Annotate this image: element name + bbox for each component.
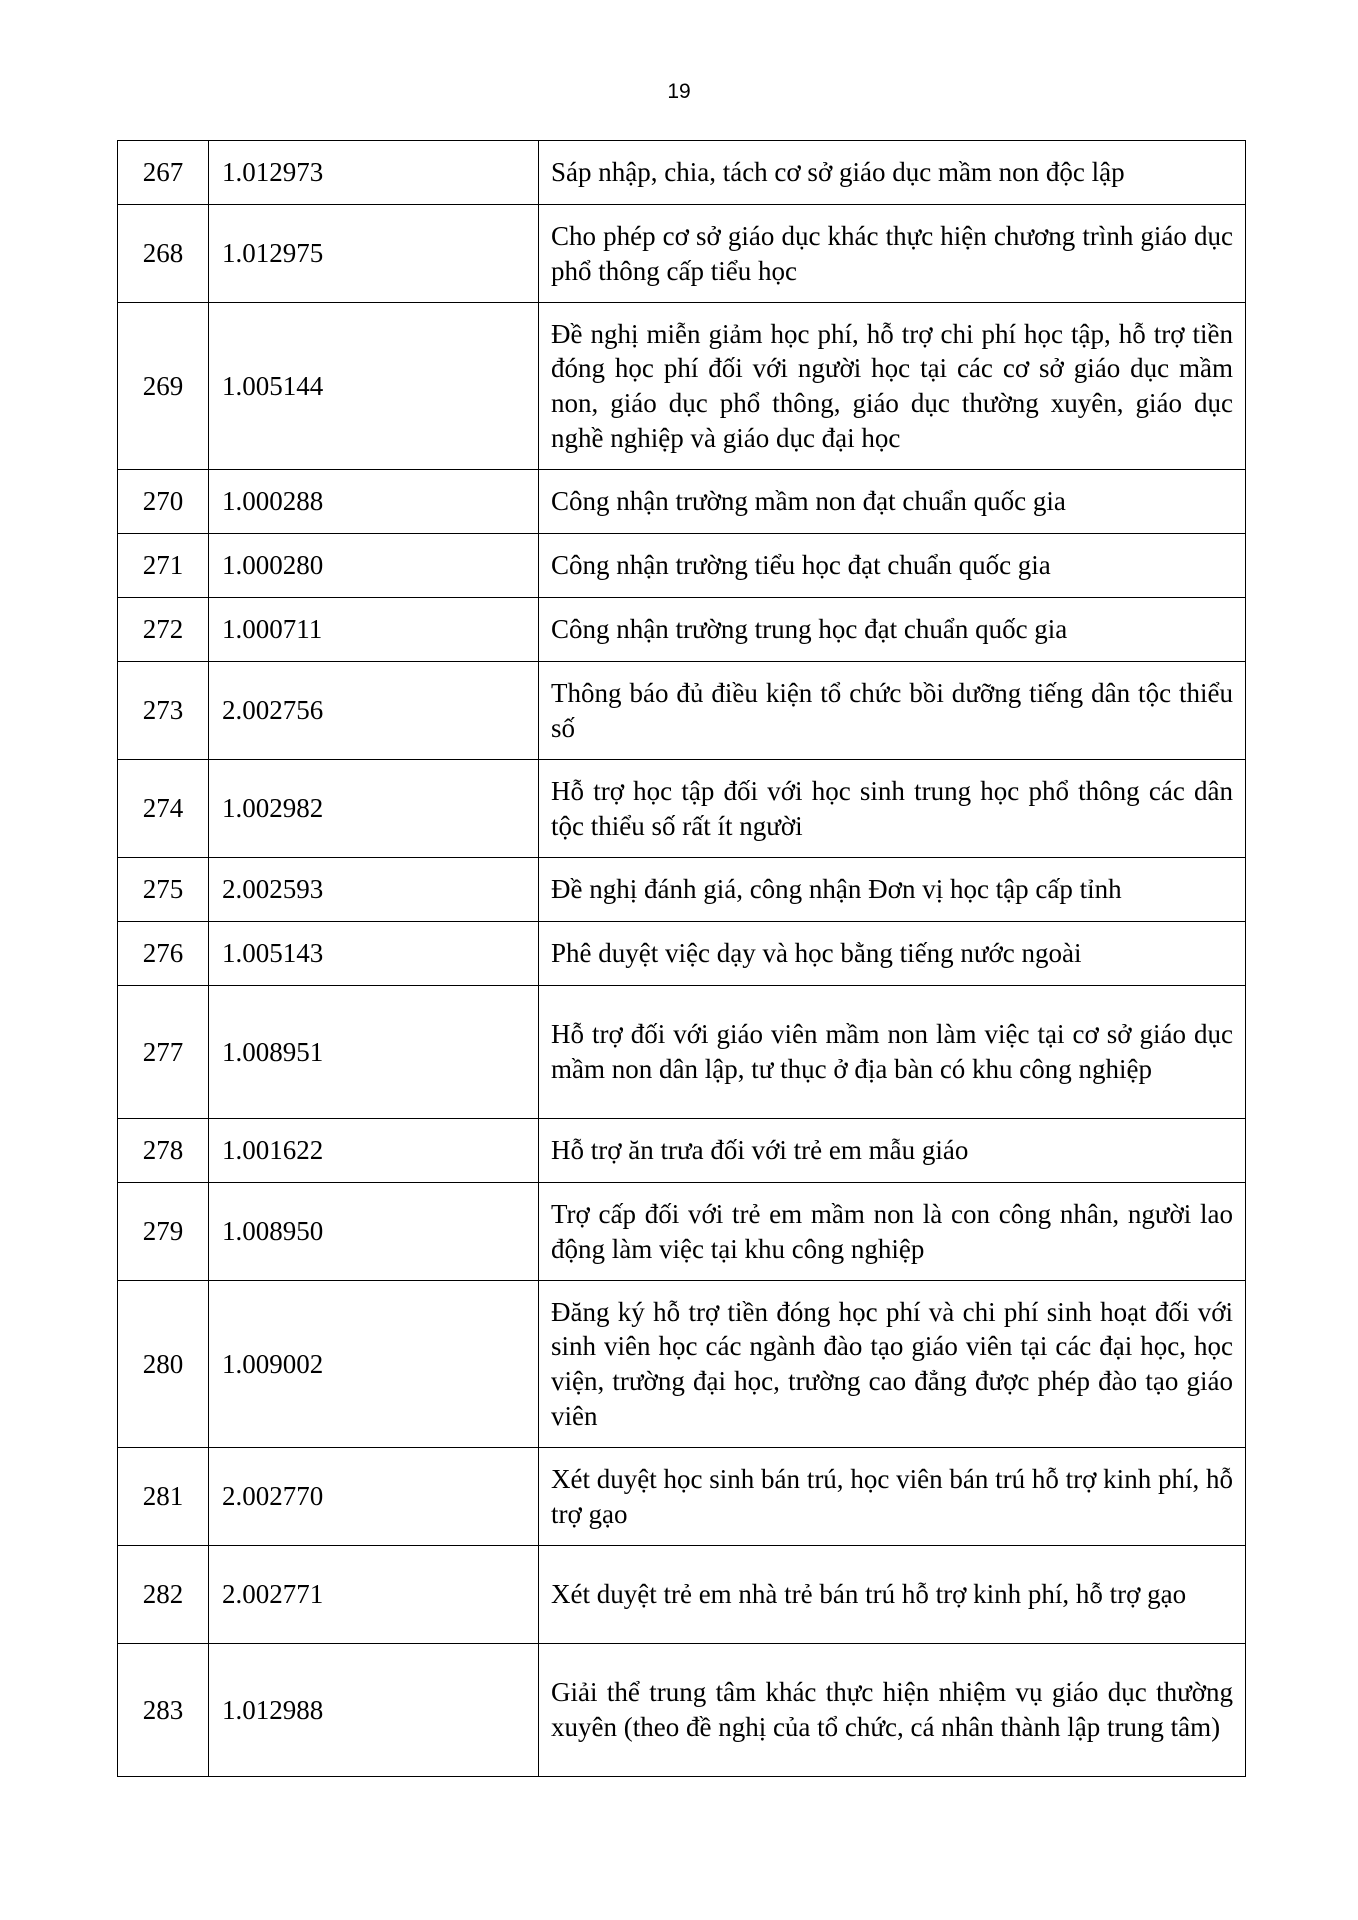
row-number: 268: [118, 205, 209, 303]
procedure-name: Xét duyệt học sinh bán trú, học viên bán trú hỗ trợ kinh phí, hỗ trợ gạo: [539, 1448, 1246, 1546]
procedure-code: 1.001622: [209, 1119, 539, 1183]
procedure-code: 2.002771: [209, 1546, 539, 1644]
row-number: 271: [118, 534, 209, 598]
row-number: 278: [118, 1119, 209, 1183]
table-row: [118, 470, 1246, 534]
row-number: 282: [118, 1546, 209, 1644]
table-row: [118, 662, 1246, 760]
row-number: 274: [118, 760, 209, 858]
row-number: 276: [118, 922, 209, 986]
procedure-name: Sáp nhập, chia, tách cơ sở giáo dục mầm non độc lập: [539, 141, 1246, 205]
procedure-code: 1.009002: [209, 1281, 539, 1448]
table-row: [118, 303, 1246, 470]
procedure-name: Công nhận trường trung học đạt chuẩn quốc gia: [539, 598, 1246, 662]
procedure-code: 1.012973: [209, 141, 539, 205]
procedure-code: 1.002982: [209, 760, 539, 858]
procedure-name: Hỗ trợ đối với giáo viên mầm non làm việc tại cơ sở giáo dục mầm non dân lập, tư thục ở địa bàn có khu công nghiệp: [539, 986, 1246, 1119]
table-row: [118, 922, 1246, 986]
row-number: 273: [118, 662, 209, 760]
procedure-name: Xét duyệt trẻ em nhà trẻ bán trú hỗ trợ kinh phí, hỗ trợ gạo: [539, 1546, 1246, 1644]
row-number: 277: [118, 986, 209, 1119]
procedure-name: Đề nghị miễn giảm học phí, hỗ trợ chi phí học tập, hỗ trợ tiền đóng học phí đối với người học tại các cơ sở giáo dục mầm non, giáo dục phổ thông, giáo dục thường xuyên, giáo dục nghề nghiệp và giáo dục đại học: [539, 303, 1246, 470]
row-number: 269: [118, 303, 209, 470]
table-row: [118, 760, 1246, 858]
procedure-name: Công nhận trường mầm non đạt chuẩn quốc gia: [539, 470, 1246, 534]
procedure-code: 2.002593: [209, 858, 539, 922]
table-row: [118, 1119, 1246, 1183]
table-row: [118, 141, 1246, 205]
procedure-code: 1.008950: [209, 1183, 539, 1281]
table-row: [118, 1281, 1246, 1448]
page-number: 19: [667, 80, 691, 103]
procedure-code: 1.012988: [209, 1644, 539, 1777]
procedure-table: [117, 140, 1246, 1777]
row-number: 280: [118, 1281, 209, 1448]
procedure-name: Công nhận trường tiểu học đạt chuẩn quốc gia: [539, 534, 1246, 598]
row-number: 267: [118, 141, 209, 205]
row-number: 279: [118, 1183, 209, 1281]
table-row: [118, 534, 1246, 598]
procedure-code: 1.012975: [209, 205, 539, 303]
procedure-code: 1.000711: [209, 598, 539, 662]
procedure-name: Đề nghị đánh giá, công nhận Đơn vị học tập cấp tỉnh: [539, 858, 1246, 922]
row-number: 270: [118, 470, 209, 534]
table-row: [118, 858, 1246, 922]
procedure-name: Trợ cấp đối với trẻ em mầm non là con công nhân, người lao động làm việc tại khu công nghiệp: [539, 1183, 1246, 1281]
procedure-name: Cho phép cơ sở giáo dục khác thực hiện chương trình giáo dục phổ thông cấp tiểu học: [539, 205, 1246, 303]
table-row: [118, 598, 1246, 662]
table-row: [118, 1546, 1246, 1644]
table-row: [118, 986, 1246, 1119]
procedure-name: Hỗ trợ học tập đối với học sinh trung học phổ thông các dân tộc thiểu số rất ít người: [539, 760, 1246, 858]
procedure-name: Thông báo đủ điều kiện tổ chức bồi dưỡng tiếng dân tộc thiểu số: [539, 662, 1246, 760]
procedure-name: Hỗ trợ ăn trưa đối với trẻ em mẫu giáo: [539, 1119, 1246, 1183]
row-number: 275: [118, 858, 209, 922]
table-row: [118, 205, 1246, 303]
procedure-code: 1.005143: [209, 922, 539, 986]
procedure-code: 2.002756: [209, 662, 539, 760]
row-number: 283: [118, 1644, 209, 1777]
table-row: [118, 1448, 1246, 1546]
procedure-name: Phê duyệt việc dạy và học bằng tiếng nước ngoài: [539, 922, 1246, 986]
procedure-code: 2.002770: [209, 1448, 539, 1546]
table-row: [118, 1644, 1246, 1777]
procedure-name: Đăng ký hỗ trợ tiền đóng học phí và chi phí sinh hoạt đối với sinh viên học các ngành đào tạo giáo viên tại các đại học, học viện, trường đại học, trường cao đẳng được phép đào tạo giáo viên: [539, 1281, 1246, 1448]
procedure-code: 1.005144: [209, 303, 539, 470]
row-number: 272: [118, 598, 209, 662]
row-number: 281: [118, 1448, 209, 1546]
procedure-code: 1.000288: [209, 470, 539, 534]
procedure-name: Giải thể trung tâm khác thực hiện nhiệm vụ giáo dục thường xuyên (theo đề nghị của tổ chức, cá nhân thành lập trung tâm): [539, 1644, 1246, 1777]
table-row: [118, 1183, 1246, 1281]
procedure-code: 1.008951: [209, 986, 539, 1119]
procedure-code: 1.000280: [209, 534, 539, 598]
